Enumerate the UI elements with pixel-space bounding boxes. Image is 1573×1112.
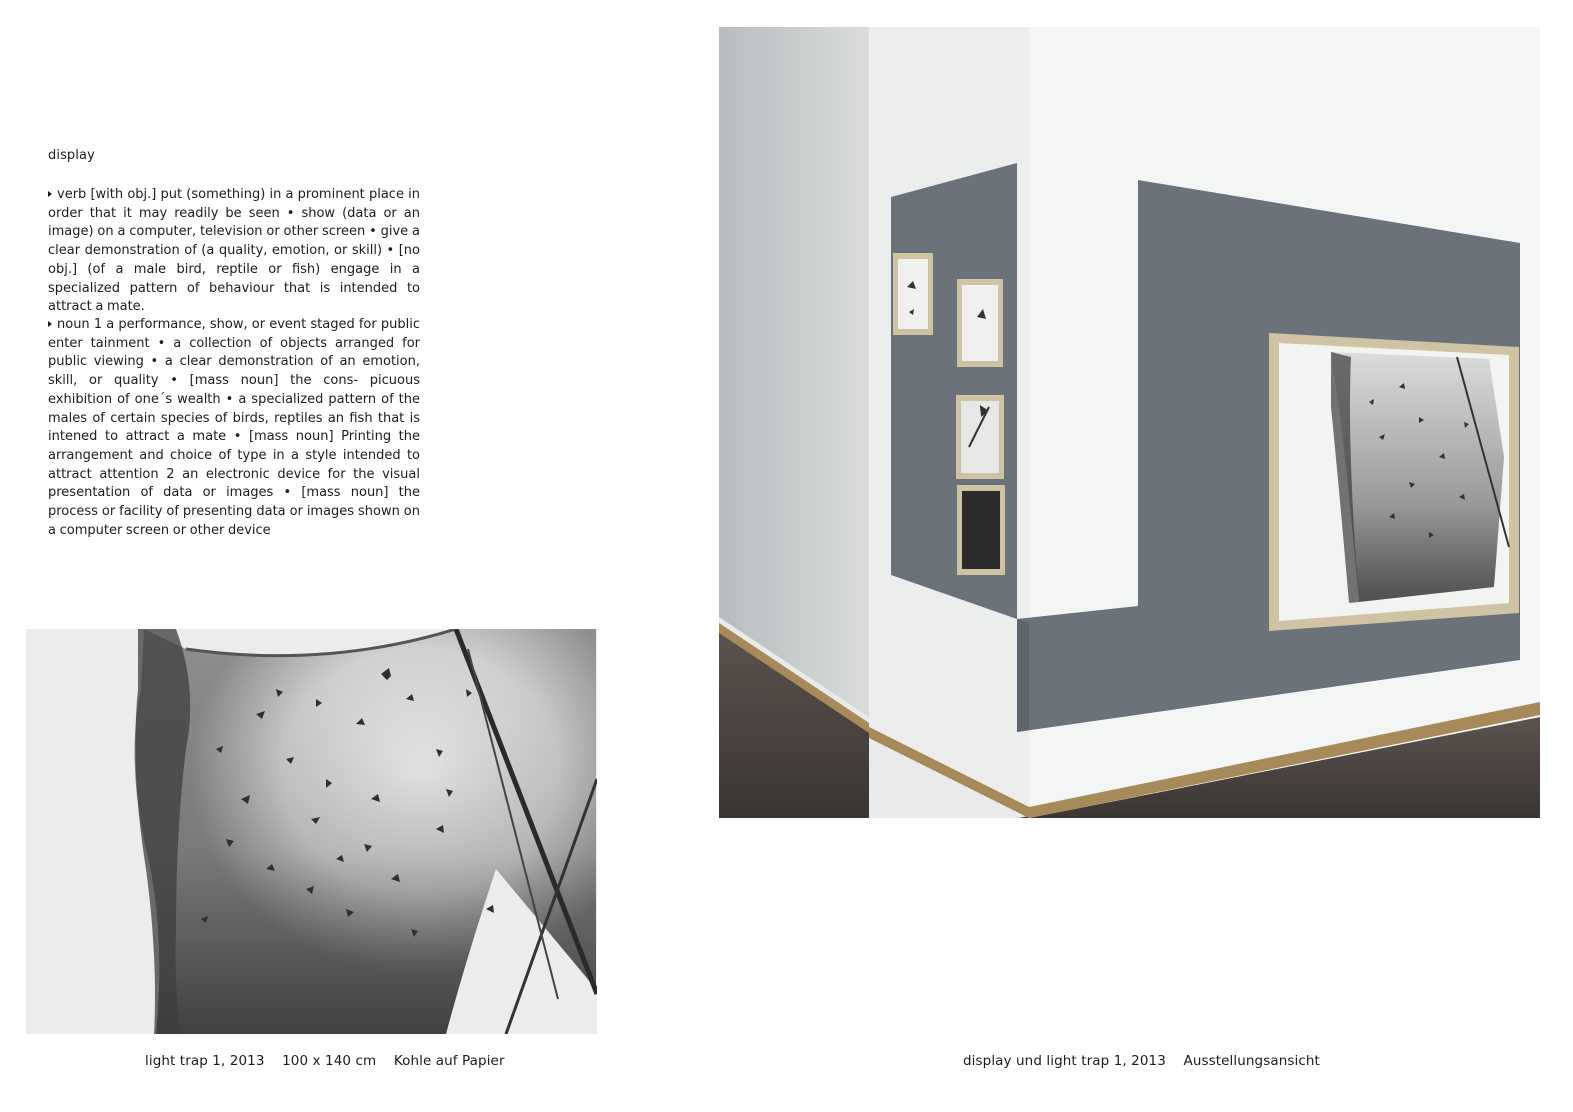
definition-term: display (48, 148, 95, 163)
bullet-triangle-icon (48, 191, 52, 197)
exhibition-view-photo (719, 27, 1540, 818)
drawing-caption: light trap 1, 2013 100 x 140 cm Kohle auf Papier (145, 1053, 505, 1069)
definition-verb-paragraph (48, 186, 420, 317)
definition-noun-paragraph (48, 316, 420, 540)
bullet-triangle-icon (48, 321, 52, 327)
verb-text: verb [with obj.] put (something) in a prominent place in order that it may readily be seen • show (data or an image) on a computer, television or other screen • give a clear demonstration of (a quality, emotion, or skill) • [no obj.] (of a male bird, reptile or fish) engage in a specialized pattern of behaviour that is intended to attract a mate. (48, 187, 420, 315)
exhibition-caption: display und light trap 1, 2013 Ausstellungsansicht (963, 1053, 1320, 1069)
noun-text: noun 1 a performance, show, or event staged for public enter tainment • a collection of objects arranged for public viewing • a clear demonstration of an emotion, skill, or quality • [mass noun] the cons- picuous exhibition of one´s wealth • a specialized pattern of the males of certain species of birds, reptiles an fish that is intened to attract a mate • [mass noun] Printing the arrangement and choice of type in a style intended to attract attention 2 an electronic device for the visual presentation of data or images • [mass noun] the process or facility of presenting data or images shown on a computer screen or other device (48, 317, 420, 538)
light-trap-drawing-image (26, 629, 597, 1034)
